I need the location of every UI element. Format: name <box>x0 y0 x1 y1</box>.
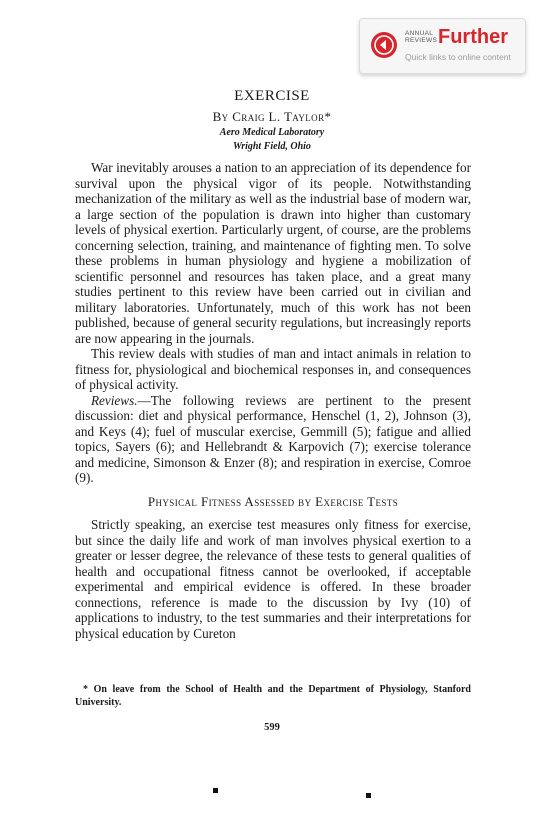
badge-annual-text: ANNUAL <box>405 30 434 37</box>
paragraph-4: Strictly speaking, an exercise test measures only fitness for exercise, but since the daily life and work of man involves physical exertion to a greater or lesser degree, the relevance of these tests to general qualities of health and occupational fitness cannot be overlooked, if acceptable experimental and empirical evidence is offered. In these broader connections, reference is made to the discussion by Ivy (10) of applications to industry, to the test summaries and their interpretations for physical education by Cureton <box>75 517 471 641</box>
paragraph-2: This review deals with studies of man and intact animals in relation to fitness for, physiological and biochemical responses in, and consequences of physical activity. <box>75 346 471 392</box>
reviews-text: —The following reviews are pertinent to the present discussion: diet and physical performance, Henschel (1, 2), Johnson (3), and Keys (4); fuel of muscular exercise, Gemmill (5); fatigue and allied topics, Sayers (6); and Hellebrandt & Karpovich (7); exercise tolerance and medicine, Simonson & Enzer (8); and respiration in exercise, Comroe (9). <box>75 392 471 485</box>
further-arrow-icon <box>371 32 397 58</box>
footnote-text: * On leave from the School of Health and the Department of Physiology, Stanford University. <box>75 684 471 708</box>
footnote <box>75 683 471 709</box>
affiliation-line-1: Aero Medical Laboratory <box>219 127 325 138</box>
affiliation-line-2: Wright Field, Ohio <box>233 141 311 152</box>
article-author: By Craig L. Taylor* <box>212 109 332 124</box>
paragraph-3 <box>75 393 471 486</box>
scan-mark-right <box>366 793 371 798</box>
paragraph-1: War inevitably arouses a nation to an appreciation of its dependence for survival upon the physical vigor of its people. Notwithstanding mechanization of the military as well as the industrial base of modern war, a large section of the population is drawn into higher than customary levels of physical exertion. Particularly urgent, of course, are the problems concerning selection, training, and maintenance of fighting men. To solve these problems in human physiology and hygiene a mobilization of scientific personnel and resources has taken place, and a great many studies pertinent to this review have been carried out in civilian and military laboratories. Unfortunately, much of this work has not been published, because of general security regulations, but increasingly reports are now appearing in the journals. <box>75 160 471 346</box>
further-badge[interactable] <box>359 18 526 74</box>
section-heading: Physical Fitness Assessed by Exercise Tests <box>147 493 399 509</box>
page-number: 599 <box>264 722 280 733</box>
badge-publisher-label <box>405 30 437 44</box>
badge-subtitle: Quick links to online content <box>405 52 511 62</box>
badge-reviews-text: REVIEWS <box>405 37 438 44</box>
article-title: EXERCISE <box>234 88 310 104</box>
badge-further-text: Further <box>438 26 508 48</box>
article-body <box>75 160 471 641</box>
reviews-lead: Reviews. <box>91 392 138 408</box>
scan-mark-left <box>213 788 218 793</box>
